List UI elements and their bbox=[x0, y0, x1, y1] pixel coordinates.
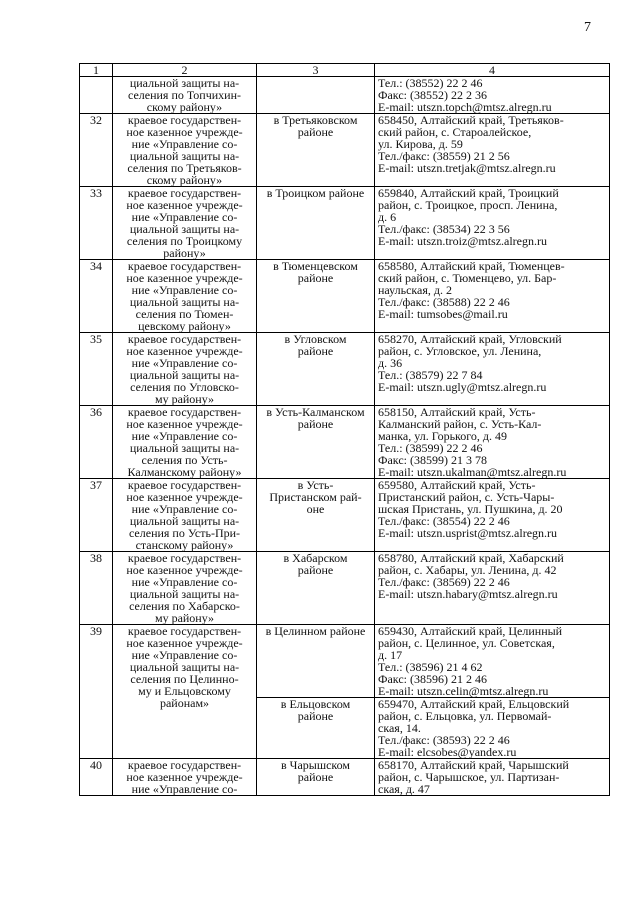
contact-info-line: E-mail: utszn.ugly@mtsz.alregn.ru bbox=[378, 380, 547, 394]
institution-name-line: ние «Управление со- bbox=[131, 575, 238, 589]
institution-name bbox=[113, 479, 257, 552]
institution-name-line: краевое государствен- bbox=[127, 332, 242, 346]
contact-info bbox=[375, 625, 610, 698]
district-line: районе bbox=[297, 271, 334, 285]
contact-info-line: E-mail: utszn.troiz@mtsz.alregn.ru bbox=[378, 234, 548, 248]
district-line: районе bbox=[297, 125, 334, 139]
contact-info-line: наульская, д. 2 bbox=[378, 283, 452, 297]
contact-info-line: Тел./факс: (38588) 22 2 46 bbox=[378, 295, 510, 309]
institution-name-line: циальной защиты на- bbox=[129, 295, 240, 309]
district-line: районе bbox=[297, 417, 334, 431]
contact-info-line: Тел./факс: (38593) 22 2 46 bbox=[378, 733, 510, 747]
district-line: в Целинном районе bbox=[265, 624, 366, 638]
institution-name-line: циальной защиты на- bbox=[129, 514, 240, 528]
institution-name-line: ние «Управление со- bbox=[131, 283, 238, 297]
district-line: в Чарышском bbox=[280, 758, 350, 772]
institution-name bbox=[113, 759, 257, 796]
institution-name bbox=[113, 77, 257, 114]
contact-info-line: E-mail: tumsobes@mail.ru bbox=[378, 307, 508, 321]
contact-info-line: E-mail: utszn.ukalman@mtsz.alregn.ru bbox=[378, 465, 567, 479]
institution-name-line: ное казенное учрежде- bbox=[126, 125, 243, 139]
contact-info-line: д. 6 bbox=[378, 210, 397, 224]
table-row bbox=[80, 187, 610, 260]
district-line: Пристанском рай- bbox=[269, 490, 362, 504]
contact-info bbox=[375, 114, 610, 187]
contact-info-line: район, с. Ельцовка, ул. Первомай- bbox=[378, 709, 552, 723]
contact-info-line: манка, ул. Горького, д. 49 bbox=[378, 429, 507, 443]
contact-info bbox=[375, 698, 610, 759]
institution-name-line: селения по Угловско- bbox=[130, 380, 239, 394]
row-number bbox=[80, 77, 113, 114]
institution-name-line: ное казенное учрежде- bbox=[126, 490, 243, 504]
district-line: районе bbox=[297, 709, 334, 723]
institution-name-line: краевое государствен- bbox=[127, 624, 242, 638]
institution-name-line: селения по Тюмен- bbox=[135, 307, 234, 321]
institution-name-line: селения по Троицкому bbox=[126, 234, 243, 248]
table-row bbox=[80, 406, 610, 479]
institution-name bbox=[113, 625, 257, 759]
institution-name-line: ное казенное учрежде- bbox=[126, 198, 243, 212]
contact-info-line: 658170, Алтайский край, Чарышский bbox=[378, 758, 569, 772]
contact-info bbox=[375, 333, 610, 406]
table-row bbox=[80, 77, 610, 114]
institution-name-line: циальной защиты на- bbox=[129, 441, 240, 455]
contact-info-line: 658450, Алтайский край, Третьяков- bbox=[378, 113, 564, 127]
district-line: оне bbox=[306, 502, 325, 516]
row-number: 36 bbox=[80, 406, 113, 479]
contact-info-line: Факс: (38596) 21 2 46 bbox=[378, 672, 487, 686]
district bbox=[257, 260, 375, 333]
district-line: в Тюменцевском bbox=[273, 259, 358, 273]
institution-name-line: ние «Управление со- bbox=[131, 210, 238, 224]
contact-info-line: Тел.: (38579) 22 7 84 bbox=[378, 368, 483, 382]
institution-name-line: краевое государствен- bbox=[127, 186, 242, 200]
contact-info-line: 658580, Алтайский край, Тюменцев- bbox=[378, 259, 565, 273]
district-line: в Ельцовском bbox=[280, 697, 351, 711]
contact-info-line: Пристанский район, с. Усть-Чары- bbox=[378, 490, 555, 504]
institution-name-line: краевое государствен- bbox=[127, 758, 242, 772]
contact-info bbox=[375, 479, 610, 552]
district bbox=[257, 625, 375, 698]
contact-info-line: 658780, Алтайский край, Хабарский bbox=[378, 551, 564, 565]
row-number: 34 bbox=[80, 260, 113, 333]
institution-name-line: ние «Управление со- bbox=[131, 782, 238, 796]
institution-name-line: краевое государствен- bbox=[127, 113, 242, 127]
institution-name-line: краевое государствен- bbox=[127, 551, 242, 565]
contact-info bbox=[375, 406, 610, 479]
institution-name-line: циальной защиты на- bbox=[129, 368, 240, 382]
institution-name-line: ное казенное учрежде- bbox=[126, 344, 243, 358]
institution-name-line: селения по Целинно- bbox=[130, 672, 239, 686]
district bbox=[257, 698, 375, 759]
table-row bbox=[80, 759, 610, 796]
institution-name-line: циальной защиты на- bbox=[129, 660, 240, 674]
district bbox=[257, 333, 375, 406]
row-number: 37 bbox=[80, 479, 113, 552]
institution-name-line: ное казенное учрежде- bbox=[126, 417, 243, 431]
district bbox=[257, 406, 375, 479]
district-line: районе bbox=[297, 770, 334, 784]
institution-name-line: циальной защиты на- bbox=[129, 76, 240, 90]
institution-name-line: Калманскому району» bbox=[127, 465, 242, 479]
institution-name-line: ние «Управление со- bbox=[131, 356, 238, 370]
institution-name-line: му и Ельцовскому bbox=[138, 684, 231, 698]
contact-info-line: E-mail: utszn.tretjak@mtsz.alregn.ru bbox=[378, 161, 556, 175]
contact-info bbox=[375, 187, 610, 260]
contact-info-line: E-mail: utszn.habary@mtsz.alregn.ru bbox=[378, 587, 558, 601]
district bbox=[257, 759, 375, 796]
district-line: в Третьяковском bbox=[273, 113, 358, 127]
institution-name-line: селения по Топчихин- bbox=[127, 88, 242, 102]
institution-name bbox=[113, 552, 257, 625]
institution-name bbox=[113, 187, 257, 260]
institution-name-line: ное казенное учрежде- bbox=[126, 563, 243, 577]
institution-name-line: циальной защиты на- bbox=[129, 149, 240, 163]
district-line: в Усть-Калманском bbox=[266, 405, 365, 419]
contact-info-line: ская, д. 47 bbox=[378, 782, 430, 796]
contact-info-line: Тел./факс: (38534) 22 3 56 bbox=[378, 222, 510, 236]
table-row bbox=[80, 552, 610, 625]
contact-info bbox=[375, 77, 610, 114]
district bbox=[257, 187, 375, 260]
contact-info-line: Тел.: (38552) 22 2 46 bbox=[378, 76, 483, 90]
header-cell-1: 1 bbox=[80, 64, 113, 77]
institution-name bbox=[113, 260, 257, 333]
table-row bbox=[80, 479, 610, 552]
contact-info bbox=[375, 759, 610, 796]
row-number: 33 bbox=[80, 187, 113, 260]
district bbox=[257, 552, 375, 625]
institution-name-line: циальной защиты на- bbox=[129, 587, 240, 601]
contact-info-line: E-mail: utszn.celin@mtsz.alregn.ru bbox=[378, 684, 549, 698]
institution-name-line: станскому району» bbox=[135, 538, 234, 552]
header-cell-3: 3 bbox=[257, 64, 375, 77]
institution-name-line: селения по Усть-При- bbox=[128, 526, 241, 540]
row-number: 32 bbox=[80, 114, 113, 187]
institution-name-line: краевое государствен- bbox=[127, 259, 242, 273]
contact-info-line: д. 17 bbox=[378, 648, 403, 662]
contact-info-line: 658270, Алтайский край, Угловский bbox=[378, 332, 562, 346]
institution-name bbox=[113, 333, 257, 406]
contact-info-line: ский район, с. Тюменцево, ул. Бар- bbox=[378, 271, 557, 285]
institution-name-line: ние «Управление со- bbox=[131, 429, 238, 443]
institutions-table bbox=[79, 63, 610, 796]
contact-info-line: район, с. Угловское, ул. Ленина, bbox=[378, 344, 542, 358]
table-row bbox=[80, 625, 610, 698]
institution-name-line: циальной защиты на- bbox=[129, 222, 240, 236]
institution-name-line: скому району» bbox=[146, 100, 223, 114]
institution-name-line: ние «Управление со- bbox=[131, 137, 238, 151]
institution-name-line: ное казенное учрежде- bbox=[126, 271, 243, 285]
contact-info-line: Тел./факс: (38554) 22 2 46 bbox=[378, 514, 510, 528]
institution-name-line: цевскому району» bbox=[138, 319, 231, 333]
contact-info-line: Тел./факс: (38569) 22 2 46 bbox=[378, 575, 510, 589]
contact-info-line: Тел.: (38599) 22 2 46 bbox=[378, 441, 483, 455]
district-line: в Хабарском bbox=[283, 551, 348, 565]
district bbox=[257, 114, 375, 187]
institution-name-line: му району» bbox=[154, 611, 215, 625]
table-row bbox=[80, 114, 610, 187]
row-number: 40 bbox=[80, 759, 113, 796]
contact-info-line: 659840, Алтайский край, Троицкий bbox=[378, 186, 559, 200]
contact-info-line: Факс: (38599) 21 3 78 bbox=[378, 453, 487, 467]
institution-name bbox=[113, 114, 257, 187]
row-number: 38 bbox=[80, 552, 113, 625]
contact-info-line: Тел.: (38596) 21 4 62 bbox=[378, 660, 483, 674]
contact-info-line: 659580, Алтайский край, Усть- bbox=[378, 478, 536, 492]
page-number: 7 bbox=[584, 20, 591, 35]
contact-info-line: 658150, Алтайский край, Усть- bbox=[378, 405, 536, 419]
table-header-row bbox=[80, 64, 610, 77]
district-line: в Троицком районе bbox=[266, 186, 365, 200]
contact-info-line: ул. Кирова, д. 59 bbox=[378, 137, 463, 151]
district bbox=[257, 77, 375, 114]
contact-info-line: район, с. Чарышское, ул. Партизан- bbox=[378, 770, 560, 784]
contact-info-line: E-mail: utszn.topch@mtsz.alregn.ru bbox=[378, 100, 552, 114]
contact-info bbox=[375, 260, 610, 333]
institution-name-line: скому району» bbox=[146, 173, 223, 187]
contact-info-line: ская, 14. bbox=[378, 721, 421, 735]
district bbox=[257, 479, 375, 552]
contact-info bbox=[375, 552, 610, 625]
district-line: районе bbox=[297, 563, 334, 577]
contact-info-line: шская Пристань, ул. Пушкина, д. 20 bbox=[378, 502, 563, 516]
contact-info-line: район, с. Троицкое, просп. Ленина, bbox=[378, 198, 558, 212]
contact-info-line: район, с. Целинное, ул. Советская, bbox=[378, 636, 555, 650]
institution-name-line: ное казенное учрежде- bbox=[126, 636, 243, 650]
institution-name-line: краевое государствен- bbox=[127, 478, 242, 492]
table-row bbox=[80, 260, 610, 333]
institution-name-line: ное казенное учрежде- bbox=[126, 770, 243, 784]
district-line: в Усть- bbox=[297, 478, 334, 492]
contact-info-line: район, с. Хабары, ул. Ленина, д. 42 bbox=[378, 563, 557, 577]
header-cell-2: 2 bbox=[113, 64, 257, 77]
contact-info-line: Тел./факс: (38559) 21 2 56 bbox=[378, 149, 510, 163]
row-number: 39 bbox=[80, 625, 113, 759]
institution-name-line: краевое государствен- bbox=[127, 405, 242, 419]
institution-name-line: ние «Управление со- bbox=[131, 648, 238, 662]
institution-name bbox=[113, 406, 257, 479]
institution-name-line: селения по Третьяков- bbox=[127, 161, 242, 175]
institution-name-line: ние «Управление со- bbox=[131, 502, 238, 516]
contact-info-line: E-mail: utszn.usprist@mtsz.alregn.ru bbox=[378, 526, 558, 540]
institution-name-line: селения по Хабарско- bbox=[129, 599, 240, 613]
district-line: в Угловском bbox=[284, 332, 347, 346]
institution-name-line: районам» bbox=[159, 696, 210, 710]
contact-info-line: E-mail: elcsobes@yandex.ru bbox=[378, 745, 517, 759]
contact-info-line: д. 36 bbox=[378, 356, 403, 370]
table-row bbox=[80, 333, 610, 406]
contact-info-line: Факс: (38552) 22 2 36 bbox=[378, 88, 487, 102]
district-line: районе bbox=[297, 344, 334, 358]
row-number: 35 bbox=[80, 333, 113, 406]
institution-name-line: му району» bbox=[154, 392, 215, 406]
institution-name-line: району» bbox=[163, 246, 206, 260]
contact-info-line: Калманский район, с. Усть-Кал- bbox=[378, 417, 542, 431]
contact-info-line: 659470, Алтайский край, Ельцовский bbox=[378, 697, 570, 711]
header-cell-4: 4 bbox=[375, 64, 610, 77]
contact-info-line: 659430, Алтайский край, Целинный bbox=[378, 624, 563, 638]
institution-name-line: селения по Усть- bbox=[141, 453, 228, 467]
contact-info-line: ский район, с. Староалейское, bbox=[378, 125, 532, 139]
